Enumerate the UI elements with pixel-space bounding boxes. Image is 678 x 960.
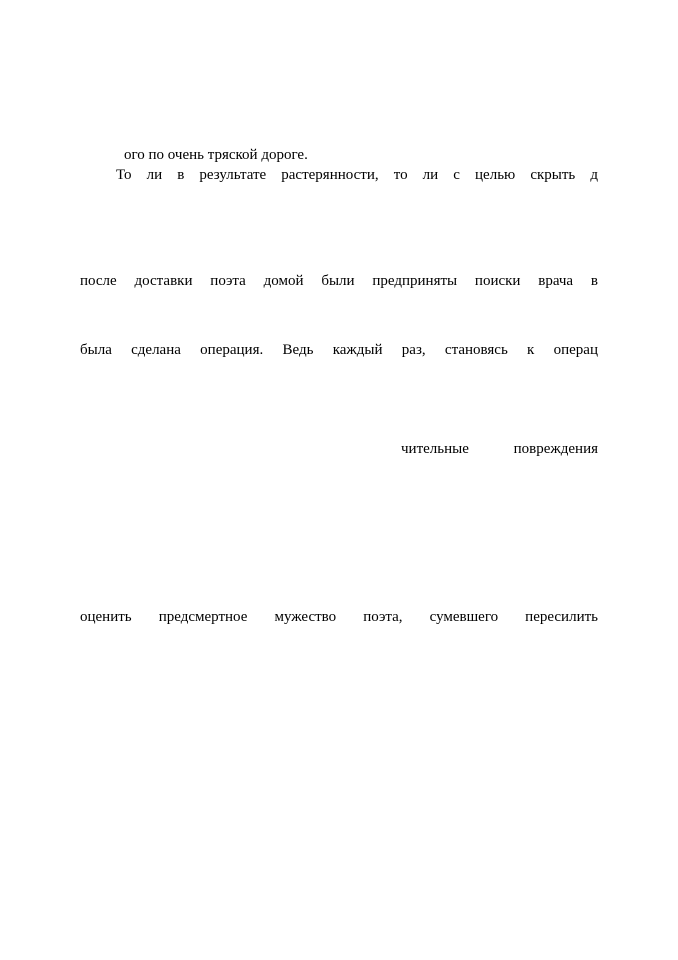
- text-line: То ли в результате растерянности, то ли с целью скрыть д: [116, 167, 598, 183]
- text-line: после доставки поэта домой были предприняты поиски врача в: [80, 273, 598, 289]
- text-line: была сделана операция. Ведь каждый раз, становясь к операц: [80, 342, 598, 358]
- text-line: ого по очень тряской дороге.: [124, 147, 308, 163]
- text-line: оценить предсмертное мужество поэта, сумевшего пересилить: [80, 609, 598, 625]
- text-line: чительные повреждения: [401, 441, 598, 457]
